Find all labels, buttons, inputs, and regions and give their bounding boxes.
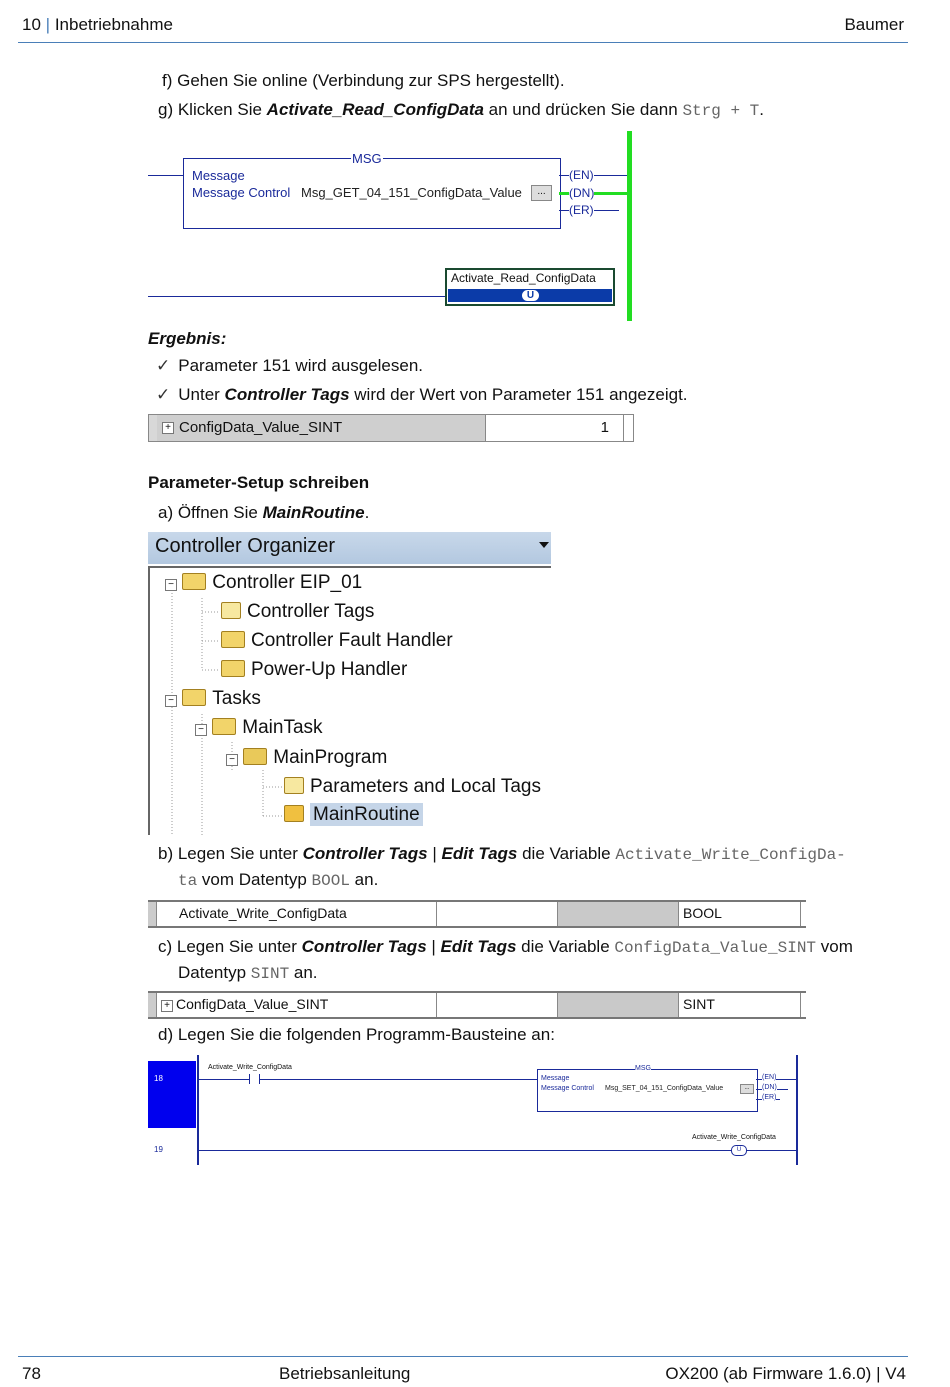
step-a-end: . [364,503,370,522]
collapse-icon[interactable]: − [165,579,177,591]
msg-control-value: Msg_GET_04_151_ConfigData_Value [301,185,522,200]
step-f: f) Gehen Sie online (Verbindung zur SPS hergestellt). [162,71,565,90]
expand-icon[interactable]: + [162,422,174,434]
msg-message-label: Message [541,1075,570,1082]
step-c-end: an. [289,963,318,982]
step-c-text4: Datentyp [178,963,251,982]
msg-er-bit: (ER) [762,1094,777,1101]
step-a-text: a) Öffnen Sie [158,503,263,522]
tree-item-label: MainProgram [273,747,388,768]
coil-unlatch-letter: U [526,290,535,301]
tree-item-label: Controller Tags [247,601,375,622]
msg-control-label: Message Control [541,1085,594,1092]
step-a-bold: MainRoutine [262,503,365,522]
step-c-text2: die Variable [516,937,615,956]
rung-number-18-selected[interactable] [148,1061,196,1128]
footer-page-number: 78 [22,1364,41,1383]
rung-19-wire [199,1150,796,1151]
tree-item-label: Controller Fault Handler [251,630,453,651]
msg-er-label: ER [573,203,590,217]
tag-value: 1 [600,419,609,436]
result-item-2-text2: wird der Wert von Parameter 151 angezeigt. [349,385,688,404]
tree-item-label: Power-Up Handler [251,659,408,680]
msg-en-label: EN [573,168,590,182]
msg-en-bit: (EN) [569,168,594,182]
step-g-tag: Activate_Read_ConfigData [266,100,484,119]
tag-type: BOOL [683,905,722,921]
msg-control-value: Msg_SET_04_151_ConfigData_Value [605,1085,724,1092]
tree-item-label: MainTask [242,717,323,738]
header-separator: | [45,15,51,34]
power-rail-right [796,1055,798,1165]
msg-message-label: Message [192,168,245,183]
step-g-text: g) Klicken Sie [158,100,267,119]
footer-product: OX200 (ab Firmware 1.6.0) | V4 [665,1364,906,1383]
step-c-text: c) Legen Sie unter [158,937,302,956]
contact-label: Activate_Write_ConfigData [208,1064,292,1071]
header-chapter-title: Inbetriebnahme [54,15,173,34]
rung-number-18: 18 [154,1074,163,1083]
tag-name: ConfigData_Value_SINT [179,419,343,436]
tree-item-label: Tasks [212,688,261,709]
msg-dn-bit: (DN) [569,186,595,200]
msg-block-title: MSG [635,1065,651,1072]
result-item-2-bold: Controller Tags [224,385,350,404]
step-g-end: . [759,100,764,119]
step-c-type: SINT [250,965,290,983]
msg-dn-bit: (DN) [762,1084,777,1091]
step-g-shortcut: Strg + T [682,102,760,120]
msg-dn-label: DN [764,1084,775,1091]
result-item-1-text: Parameter 151 wird ausgelesen. [178,356,423,375]
contact-no[interactable] [249,1074,260,1084]
step-b-text2: die Variable [517,844,616,863]
tree-item-label: Controller EIP_01 [212,572,363,593]
result-title: Ergebnis: [148,329,227,348]
step-b-end: an. [349,870,379,889]
step-b-bold1: Controller Tags [302,844,428,863]
msg-en-label: EN [764,1074,775,1081]
collapse-icon[interactable]: − [195,724,207,736]
step-b-text3: vom Datentyp [197,870,312,889]
step-c-bold1: Controller Tags [301,937,427,956]
tag-name: Activate_Write_ConfigData [179,905,347,921]
tree-item-label: Parameters and Local Tags [310,776,541,797]
step-d: d) Legen Sie die folgenden Programm-Bausteine an: [158,1025,555,1044]
step-b-sep: | [427,844,442,863]
msg-dn-label: DN [573,186,591,200]
organizer-title: Controller Organizer [155,535,336,557]
rung-number-19: 19 [154,1145,163,1154]
tag-name: ConfigData_Value_SINT [176,996,329,1012]
msg-ellipsis-button[interactable]: ... [531,185,552,201]
coil-label: Activate_Read_ConfigData [451,271,596,285]
step-g-text2: an und drücken Sie dann [483,100,683,119]
check-icon: ✓ [156,385,171,404]
coil-unlatch-letter: U [736,1147,742,1153]
msg-er-label: ER [764,1094,775,1101]
check-icon: ✓ [156,356,171,375]
msg-block-title: MSG [352,151,382,166]
step-c-var: ConfigData_Value_SINT [614,939,817,957]
header-page-number: 10 [22,15,41,34]
step-b-type: BOOL [311,872,350,890]
msg-control-label: Message Control [192,185,291,200]
coil-unlatch[interactable] [731,1145,747,1156]
step-c-sep: | [426,937,441,956]
power-rail-left [197,1055,199,1165]
coil-label: Activate_Write_ConfigData [692,1134,776,1141]
result-item-2-text: Unter [178,385,225,404]
footer-doc-title: Betriebsanleitung [279,1364,411,1383]
tag-type: SINT [683,996,715,1012]
step-b-bold2: Edit Tags [441,844,518,863]
header-brand: Baumer [844,15,904,34]
step-b-var: Activate_Write_ConfigDa- [615,846,846,864]
step-c-text3: vom [816,937,853,956]
step-b-var-cont: ta [178,872,198,890]
collapse-icon[interactable]: − [226,754,238,766]
msg-ellipsis-button[interactable]: ... [740,1084,754,1094]
expand-icon[interactable]: + [161,1000,173,1012]
collapse-icon[interactable]: − [165,695,177,707]
footer-rule [18,1356,908,1357]
msg-er-bit: (ER) [569,203,594,217]
step-c-bold2: Edit Tags [440,937,517,956]
tree-item-label: MainRoutine [310,803,423,826]
section-title: Parameter-Setup schreiben [148,473,370,492]
step-b-text: b) Legen Sie unter [158,844,303,863]
msg-en-bit: (EN) [762,1074,777,1081]
